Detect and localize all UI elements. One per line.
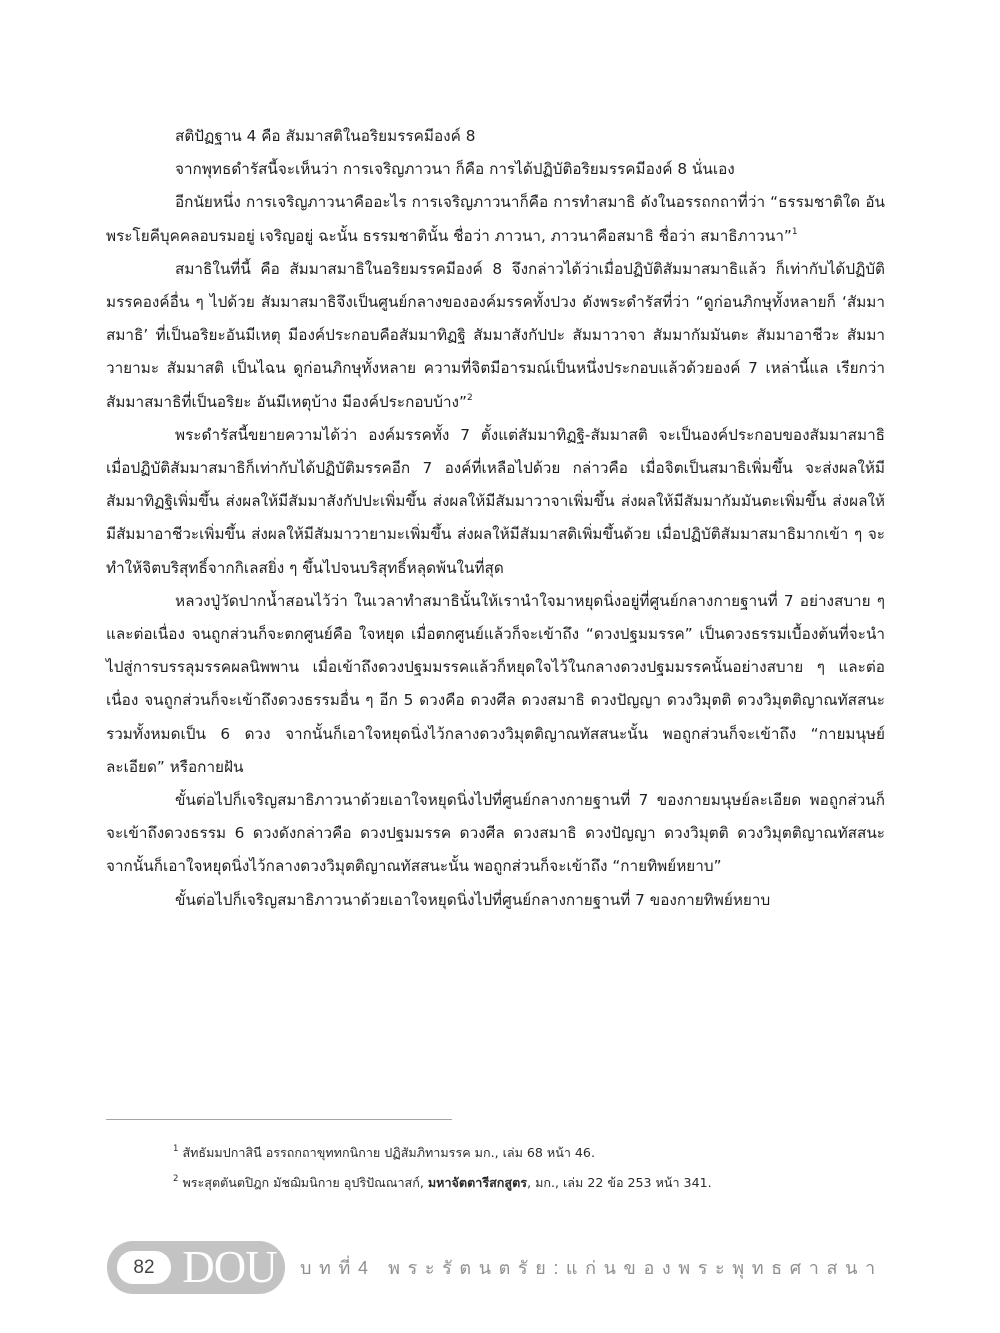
footnote-mark: 1 [173,1144,179,1154]
paragraph [106,120,885,153]
footnote-text: พระสุตตันตปิฎก มัชฌิมนิกาย อุปริปัณณาสก์, [182,1175,428,1190]
chapter-title: บทที่4 พระรัตนตรัย:แก่นของพระพุทธศาสนา [300,1258,883,1278]
paragraph-text: จากพุทธดำรัสนี้จะเห็นว่า การเจริญภาวนา ก็คือ การได้ปฏิบัติอริยมรรคมีองค์ 8 นั่นเอง [175,160,735,179]
paragraph-text: สติปัฏฐาน 4 คือ สัมมาสติในอริยมรรคมีองค์ 8 [175,127,476,145]
footnote-divider [106,1119,452,1120]
paragraph-text: อีกนัยหนึ่ง การเจริญภาวนาคืออะไร การเจริญภาวนาก็คือ การทำสมาธิ ดังในอรรถกถาที่ว่า “ธรรมชาติใด อันพระโยคีบุคคลอบรมอยู่ เจริญอยู่ ฉะนั้น ธรรมชาตินั้น ชื่อว่า ภาวนา, ภาวนาคือสมาธิ ชื่อว่า สมาธิภาวนา” [106,193,885,245]
footnotes [173,1138,893,1198]
paragraph [106,153,885,186]
footnote [173,1138,893,1168]
footnote-text: สัทธัมมปกาสินี อรรถกถาขุททกนิกาย ปฏิสัมภิทามรรค มก., เล่ม 68 หน้า 46. [182,1145,595,1160]
paragraph [106,585,885,784]
page-number: 82 [117,1251,171,1284]
body-text [106,120,885,917]
paragraph [106,784,885,884]
paragraph [106,419,885,585]
paragraph-text: หลวงปู่วัดปากน้ำสอนไว้ว่า ในเวลาทำสมาธินั้นให้เรานำใจมาหยุดนิ่งอยู่ที่ศูนย์กลางกายฐานที่ 7 อย่างสบาย ๆ และต่อเนื่อง จนถูกส่วนก็จะตกศูนย์คือ ใจหยุด เมื่อตกศูนย์แล้วก็จะเข้าถึง “ดวงปฐมมรรค” เป็นดวงธรรมเบื้องต้นที่จะนำไปสู่การบรรลุมรรคผลนิพพาน เมื่อเข้าถึงดวงปฐมมรรคแล้วก็หยุดใจไว้ในกลางดวงปฐมมรรคนั้นอย่างสบาย ๆ และต่อเนื่อง จนถูกส่วนก็จะเข้าถึงดวงธรรมอื่น ๆ อีก 5 ดวงคือ ดวงศีล ดวงสมาธิ ดวงปัญญา ดวงวิมุตติ ดวงวิมุตติญาณทัสสนะ รวมทั้งหมดเป็น 6 ดวง จากนั้นก็เอาใจหยุดนิ่งไว้กลางดวงวิมุตติญาณทัสสนะนั้น พอถูกส่วนก็จะเข้าถึง “กายมนุษย์ละเอียด” หรือกายฝัน [106,591,885,776]
dou-logo: DOU [182,1242,277,1292]
footnote-ref[interactable]: 2 [466,392,473,403]
paragraph [106,186,885,252]
footnote-bold-title: มหาจัตตารีสกสูตร [427,1175,528,1190]
footnote [173,1168,893,1198]
paragraph-text: พระดำรัสนี้ขยายความได้ว่า องค์มรรคทั้ง 7 ตั้งแต่สัมมาทิฏฐิ-สัมมาสติ จะเป็นองค์ประกอบของสัมมาสมาธิ เมื่อปฏิบัติสัมมาสมาธิก็เท่ากับได้ปฏิบัติมรรคอีก 7 องค์ที่เหลือไปด้วย กล่าวคือ เมื่อจิตเป็นสมาธิเพิ่มขึ้น จะส่งผลให้มีสัมมาทิฏฐิเพิ่มขึ้น ส่งผลให้มีสัมมาสังกัปปะเพิ่มขึ้น ส่งผลให้มีสัมมาวาจาเพิ่มขึ้น ส่งผลให้มีสัมมากัมมันตะเพิ่มขึ้น ส่งผลให้มีสัมมาอาชีวะเพิ่มขึ้น ส่งผลให้มีสัมมาวายามะเพิ่มขึ้น ส่งผลให้มีสัมมาสติเพิ่มขึ้นด้วย เมื่อปฏิบัติสัมมาสมาธิมากเข้า ๆ จะทำให้จิตบริสุทธิ์จากกิเลสยิ่ง ๆ ขึ้นไปจนบริสุทธิ์หลุดพ้นในที่สุด [106,425,885,577]
page-footer-badge [107,1241,285,1294]
footnote-ref[interactable]: 1 [791,226,798,237]
footnote-text: , มก., เล่ม 22 ข้อ 253 หน้า 341. [527,1175,712,1190]
paragraph [106,884,885,917]
paragraph-text: ขั้นต่อไปก็เจริญสมาธิภาวนาด้วยเอาใจหยุดนิ่งไปที่ศูนย์กลางกายฐานที่ 7 ของกายทิพย์หยาบ [175,890,771,909]
footnote-mark: 2 [173,1174,179,1184]
paragraph-text: ขั้นต่อไปก็เจริญสมาธิภาวนาด้วยเอาใจหยุดนิ่งไปที่ศูนย์กลางกายฐานที่ 7 ของกายมนุษย์ละเอียด พอถูกส่วนก็จะเข้าถึงดวงธรรม 6 ดวงดังกล่าวคือ ดวงปฐมมรรค ดวงศีล ดวงสมาธิ ดวงปัญญา ดวงวิมุตติ ดวงวิมุตติญาณทัสสนะ จากนั้นก็เอาใจหยุดนิ่งไว้กลางดวงวิมุตติญาณทัสสนะนั้น พอถูกส่วนก็จะเข้าถึง “กายทิพย์หยาบ” [106,791,885,876]
paragraph-text: สมาธิในที่นี้ คือ สัมมาสมาธิในอริยมรรคมีองค์ 8 จึงกล่าวได้ว่าเมื่อปฏิบัติสัมมาสมาธิแล้ว ก็เท่ากับได้ปฏิบัติมรรคองค์อื่น ๆ ไปด้วย สัมมาสมาธิจึงเป็นศูนย์กลางขององค์มรรคทั้งปวง ดังพระดำรัสที่ว่า “ดูก่อนภิกษุทั้งหลายก็ ‘สัมมาสมาธิ’ ที่เป็นอริยะอันมีเหตุ มีองค์ประกอบคือสัมมาทิฏฐิ สัมมาสังกัปปะ สัมมาวาจา สัมมากัมมันตะ สัมมาอาชีวะ สัมมาวายามะ สัมมาสติ เป็นไฉน ดูก่อนภิกษุทั้งหลาย ความที่จิตมีอารมณ์เป็นหนึ่งประกอบแล้วด้วยองค์ 7 เหล่านี้แล เรียกว่า สัมมาสมาธิที่เป็นอริยะ อันมีเหตุบ้าง มีองค์ประกอบบ้าง” [106,259,885,411]
paragraph [106,253,885,419]
